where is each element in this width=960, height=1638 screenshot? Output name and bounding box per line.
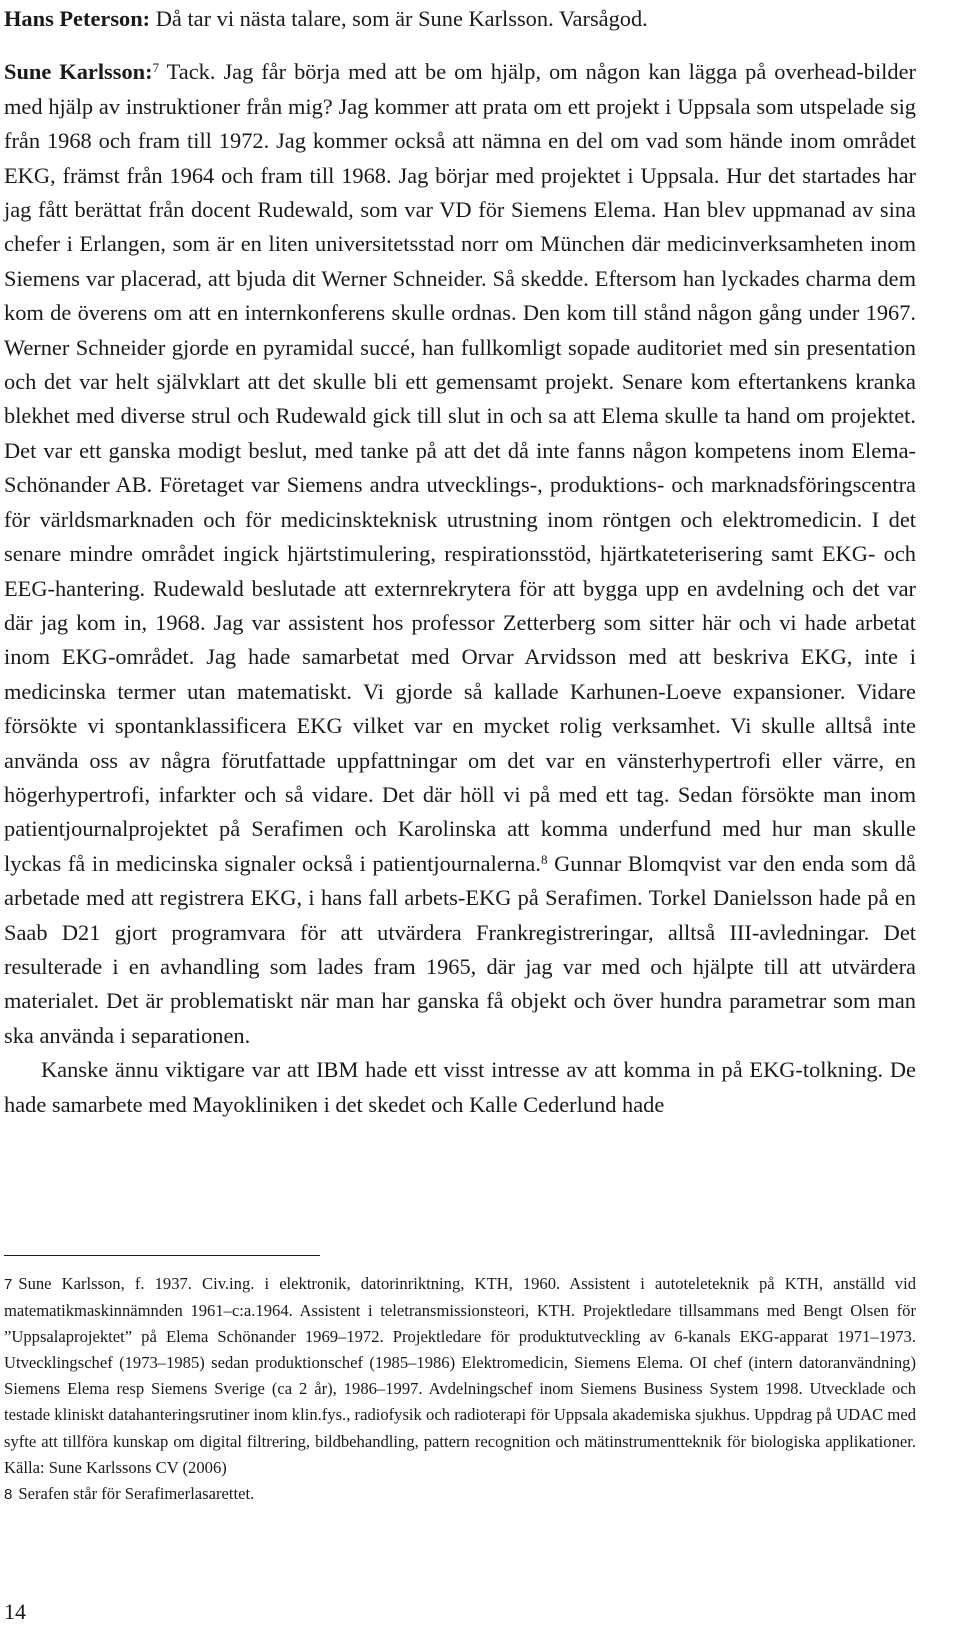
continuation-paragraph: Kanske ännu viktigare var att IBM hade ett visst intresse av att komma in på EKG-tolkning. De hade samarbete med Mayokliniken i det skedet och Kalle Cederlund hade (4, 1057, 916, 1117)
page-number: 14 (4, 1599, 26, 1624)
footnote-divider (4, 1255, 320, 1256)
footnote-ref-8[interactable]: 8 (540, 851, 548, 867)
footnote-text: Sune Karlsson, f. 1937. Civ.ing. i elektronik, datorinriktning, KTH, 1960. Assistent i autoteleteknik på KTH, anställd vid matematikmaskinnämnden 1961–c:a.1964. Assistent i teletransmissionsteori, KTH. Projektledare tillsammans med Bengt Olsen för ”Uppsalaprojektet” på Elema Schönander 1969–1972. Projektledare för produktutveckling av 6-kanals EKG-apparat 1971–1973. Utvecklingschef (1973–1985) sedan produktionschef (1985–1986) Elektromedicin, Siemens Elema. OI chef (intern datoranvändning) Siemens Elema resp Siemens Sverige (ca 2 år), 1986–1997. Avdelningschef inom Siemens Business System 1998. Utvecklade och testade kliniskt datahanteringsrutiner inom klin.fys., radiofysik och radioterapi för Uppsala akademiska sjukhus. Uppdrag på UDAC med syfte att tillföra kunskap om digital filtrering, bildbehandling, pattern recognition och mätinstrumentteknik för biologiska applikationer. Källa: Sune Karlssons CV (2006) (4, 1274, 916, 1477)
footnote-number: 8 (4, 1485, 13, 1503)
main-text-part1: Tack. Jag får börja med att be om hjälp, om någon kan lägga på overhead-bilder med hjälp av instruktioner från mig? Jag kommer att prata om ett projekt i Uppsala som utspelade sig från 1968 och fram till 1972. Jag kommer också att nämna en del om vad som hände inom området EKG, främst från 1964 och fram till 1968. Jag börjar med projektet i Uppsala. Hur det startades har jag fått berättat från docent Rudewald, som var VD för Siemens Elema. Han blev uppmanad av sina chefer i Erlangen, som är en liten universitetsstad norr om München där medicinverksamheten inom Siemens var placerad, att bjuda dit Werner Schneider. Så skedde. Eftersom han lyckades charma dem kom de överens om att en internkonferens skulle ordnas. Den kom till stånd någon gång under 1967. Werner Schneider gjorde en pyramidal succé, han fullkomligt sopade auditoriet med sin presentation och det var helt självklart att det skulle bli ett gemensamt projekt. Senare kom eftertankens kranka blekhet med diverse strul och Rudewald gick till slut in och sa att Elema skulle ta hand om projektet. Det var ett ganska modigt beslut, med tanke på att det då inte fanns någon kompetens inom Elema-Schönander AB. Företaget var Siemens andra utvecklings-, produktions- och marknadsföringscentra för världsmarknaden och för medicinskteknisk utrustning inom röntgen och elektromedicin. I det senare mindre området ingick hjärtstimulering, respirationsstöd, hjärtkateterisering samt EKG- och EEG-hantering. Rudewald beslutade att externrekrytera för att bygga upp en avdelning och det var där jag kom in, 1968. Jag var assistent hos professor Zetterberg som sitter här och vi hade arbetat inom EKG-området. Jag hade samarbetat med Orvar Arvidsson med att beskriva EKG, inte i medicinska termer utan matematiskt. Vi gjorde så kallade Karhunen-Loeve expansioner. Vidare försökte vi spontanklassificera EKG vilket var en mycket rolig verksamhet. Vi skulle alltså inte använda oss av några förutfattade uppfattningar om det var en vänsterhypertrofi eller värre, en högerhypertrofi, infarkter och så vidare. Det där höll vi på med ett tag. Sedan försökte man inom patientjournalprojektet på Serafimen och Karolinska att komma underfund med hur man skulle lyckas få in medicinska signaler också i patientjournalerna. (4, 59, 916, 876)
transcript-body (4, 2, 916, 1122)
speaker-name: Hans Peterson: (4, 6, 151, 31)
footnote-number: 7 (4, 1276, 13, 1293)
footnote-8 (4, 1481, 916, 1508)
speaker-name-main: Sune Karlsson: (4, 59, 153, 85)
footnote-ref-7[interactable]: 7 (152, 60, 160, 76)
main-text-part2: Gunnar Blomqvist var den enda som då arbetade med att registrera EKG, i hans fall arbets-EKG på Serafimen. Torkel Danielsson hade på en Saab D21 gjort programvara för att utvärdera Frankregistreringar, alltså III-avledningar. Det resulterade i en avhandling som lades fram 1965, där jag var med och hjälpte till att utvärdera materialet. Det är problematiskt när man har ganska få objekt och över hundra parametrar som man ska använda i separationen. (4, 850, 916, 1048)
footnotes (4, 1271, 916, 1508)
intro-paragraph (4, 2, 916, 36)
footnote-text: Serafen står för Serafimerlasarettet. (18, 1483, 255, 1503)
intro-text: Då tar vi nästa talare, som är Sune Karlsson. Varsågod. (150, 6, 648, 31)
paragraph-gap (4, 36, 916, 55)
main-paragraph (4, 55, 916, 1053)
footnote-7 (4, 1271, 916, 1481)
